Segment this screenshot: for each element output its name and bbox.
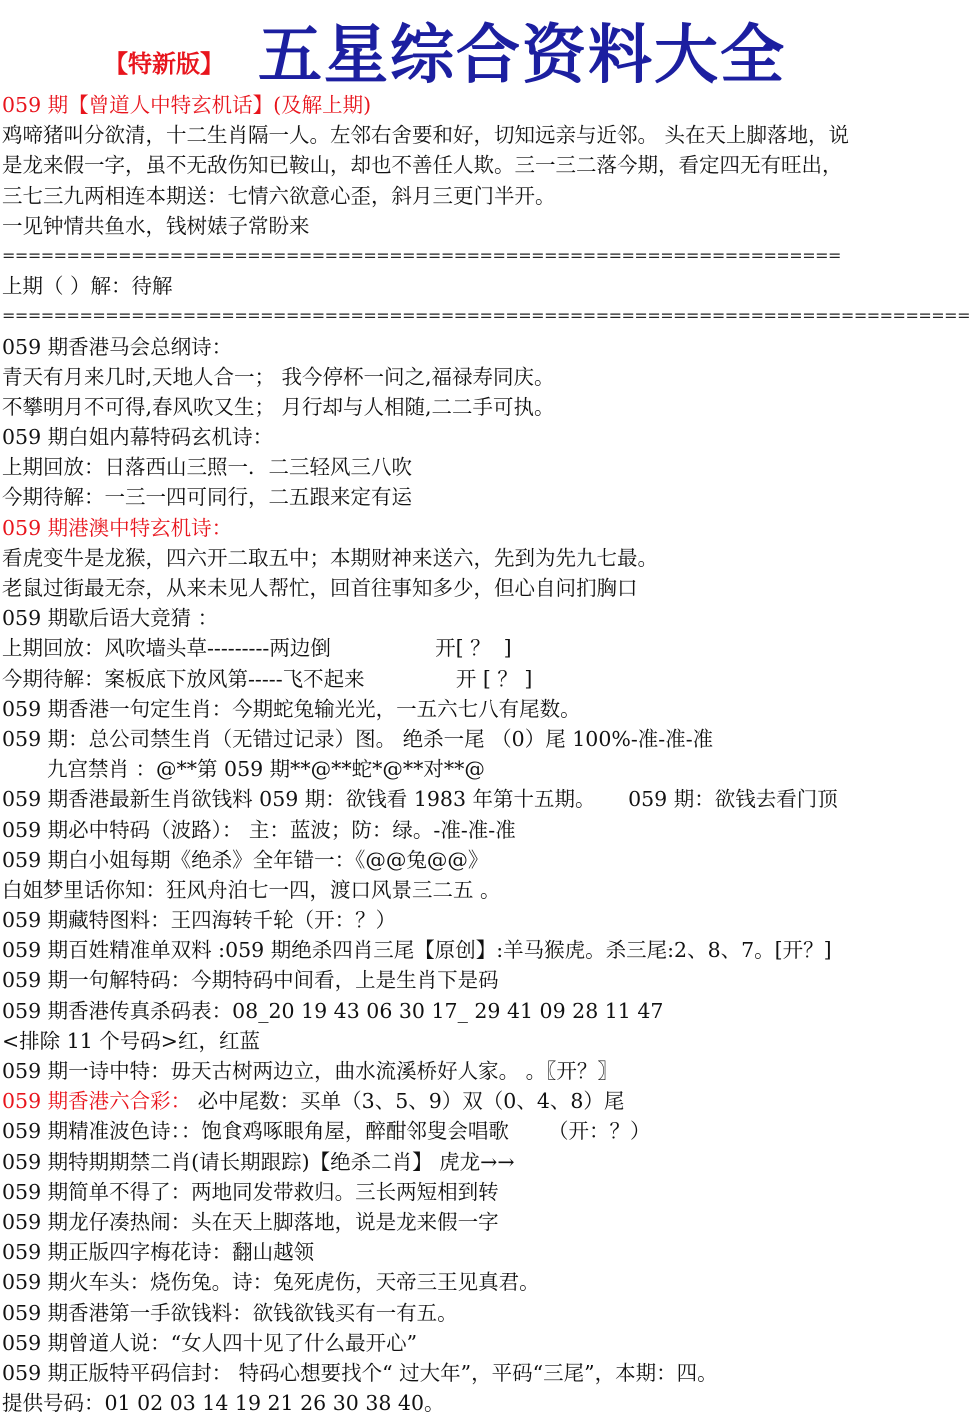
section-heading: 059 期香港马会总纲诗： xyxy=(2,334,233,359)
text-line: 059 期香港最新生肖欲钱料 059 期：欲钱看 1983 年第十五期。 059 期：欲钱去看门顶 xyxy=(2,787,838,812)
text-line: 059 期一诗中特：毋天古树两边立，曲水流溪桥好人家。 。〖开？〗 xyxy=(2,1059,618,1083)
text-line: 上期回放：日落西山三照一．二三轻风三八吹 xyxy=(2,455,412,480)
text-line: 看虎变牛是龙猴，四六开二取五中；本期财神来送六，先到为先九七最。 xyxy=(2,545,658,570)
text-line: 059 期龙仔凑热闹：头在天上脚落地，说是龙来假一字 xyxy=(2,1209,499,1234)
text-line: 一见钟情共鱼水，钱树婊子常盼来 xyxy=(2,213,310,238)
text-line: 059 期白小姐每期《绝杀》全年错一：《@@兔@@》 xyxy=(2,847,489,872)
text-line: 九宫禁肖 ：@**第 059 期**@**蛇*@**对**@ xyxy=(47,757,485,782)
text-line: 059 期香港传真杀码表：08_20 19 43 06 30 17_ 29 41 09 28 11 47 xyxy=(2,998,664,1023)
text-line: <排除 11 个号码>红，红蓝 xyxy=(2,1028,260,1053)
text-line: 白姐梦里话你知：狂风舟泊七一四，渡口风景三二五 。 xyxy=(2,877,501,902)
text-line: 059 期藏特图料：王四海转千轮（开：？） xyxy=(2,908,397,933)
text-line: 059 期：总公司禁生肖（无错过记录）图。 绝杀一尾 （0）尾 100%-准-准-准 xyxy=(2,726,714,751)
text-line-mixed xyxy=(2,1086,977,1116)
text-line: 不攀明月不可得,春风吹又生； 月行却与人相随,二二手可执。 xyxy=(2,394,555,419)
text-line: 今期待解：案板底下放风第-----飞不起来 开 [ ？ ] xyxy=(2,666,533,691)
section-heading: 059 期【曾道人中特玄机话】(及解上期) xyxy=(2,93,372,117)
text-line: 059 期一句解特码：今期特码中间看，上是生肖下是码 xyxy=(2,968,499,993)
text-line: 三七三九两相连本期送：七情六欲意心歪，斜月三更门半开。 xyxy=(2,183,556,208)
header xyxy=(0,0,979,92)
text-part: 必中尾数：买单（3、5、9）双（0、4、8）尾 xyxy=(191,1089,625,1114)
section-heading: 059 期白姐内幕特码玄机诗： xyxy=(2,425,274,450)
text-line: 059 期特期期禁二肖(请长期跟踪)【绝杀二肖】 虎龙→→ xyxy=(2,1149,515,1174)
text-line: 提供号码：01 02 03 14 19 21 26 30 38 40。 xyxy=(2,1391,445,1416)
edition-label: 【特新版】 xyxy=(104,50,224,78)
text-line: 059 期必中特码（波路）： 主：蓝波；防：绿。-准-准-准 xyxy=(2,817,516,842)
text-line: 059 期曾道人说：“女人四十见了什么最开心” xyxy=(2,1330,418,1355)
text-line: 059 期香港一句定生肖：今期蛇兔输光光，一五六七八有尾数。 xyxy=(2,696,581,721)
document-body xyxy=(2,90,977,1418)
text-line: 上期（ ）解：待解 xyxy=(2,274,173,299)
separator-line: ================================================================= xyxy=(2,245,841,265)
page-title: 五星综合资料大全 xyxy=(258,19,786,93)
text-line: 059 期百姓精准单双料 :059 期绝杀四肖三尾【原创】:羊马猴虎。杀三尾:2、8、7。[开？] xyxy=(2,938,832,963)
text-line: 059 期精准波色诗：：饱食鸡啄眼角屋，醉酣邻叟会唱歌 （开：？） xyxy=(2,1119,651,1144)
text-line: 老鼠过街最无奈，从来未见人帮忙，回首往事知多少，但心自问扪胸口 xyxy=(2,576,638,600)
text-line: 059 期简单不得了：两地同发带救归。三长两短相到转 xyxy=(2,1179,499,1204)
text-line: 059 期香港第一手欲钱料：欲钱欲钱买有一有五。 xyxy=(2,1300,458,1325)
text-line: 是龙来假一字，虽不无敌伤知已鞍山，却也不善任人欺。三一三二落今期，看定四无有旺出， xyxy=(2,153,843,178)
text-line: 059 期正版四字梅花诗：翻山越领 xyxy=(2,1240,315,1265)
text-line: 上期回放：风吹墙头草---------两边倒 开[ ？ ] xyxy=(2,636,512,661)
text-line: 059 期火车头：烧伤兔。诗：兔死虎伤，天帝三王见真君。 xyxy=(2,1270,540,1295)
red-heading-part: 059 期香港六合彩： xyxy=(2,1089,192,1114)
text-line: 059 期正版特平码信封： 特码心想要找个“ 过大年”，平码“三尾”，本期：四。 xyxy=(2,1360,718,1385)
text-line: 青天有月来几时,天地人合一； 我今停杯一问之,福禄寿同庆。 xyxy=(2,364,555,389)
text-line: 今期待解：一三一四可同行，二五跟来定有运 xyxy=(2,485,412,510)
section-heading: 059 期歇后语大竞猜 ： xyxy=(2,606,219,631)
section-heading: 059 期港澳中特玄机诗： xyxy=(2,515,233,540)
text-line: 鸡啼猪叫分欲清，十二生肖隔一人。左邻右舍要和好，切知远亲与近邻。 头在天上脚落地，说 xyxy=(2,123,850,148)
separator-line: =========================================================================== xyxy=(2,306,970,326)
